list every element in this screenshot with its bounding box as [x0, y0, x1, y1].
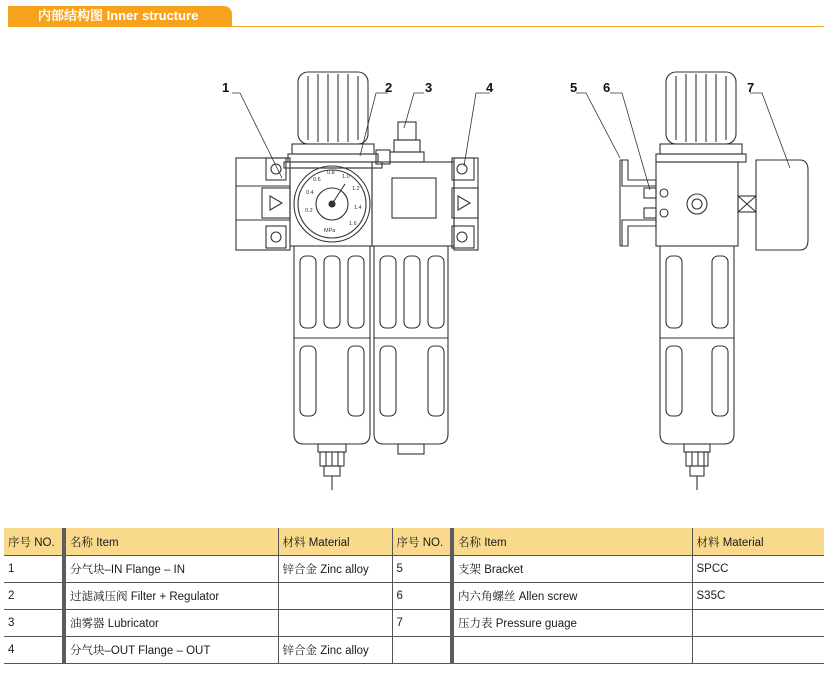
section-title: 内部结构图 Inner structure — [8, 6, 232, 26]
gauge-unit: MPa — [324, 228, 336, 234]
gauge-scale-3: 0.8 — [327, 170, 335, 176]
table-cell — [392, 637, 452, 664]
flange-out — [452, 158, 478, 250]
lubricator-bowl — [374, 246, 448, 454]
table-cell — [278, 583, 392, 610]
table-cell — [452, 637, 692, 664]
table-cell: 1 — [4, 556, 64, 583]
header-material-2: 材料 Material — [692, 528, 824, 556]
table-cell: 内六角螺丝 Allen screw — [452, 583, 692, 610]
side-pressure-gauge — [738, 160, 808, 250]
table-cell: 7 — [392, 610, 452, 637]
header-material: 材料 Material — [278, 528, 392, 556]
header-item: 名称 Item — [64, 528, 278, 556]
gauge-scale-5: 1.2 — [352, 186, 360, 192]
header-item-2: 名称 Item — [452, 528, 692, 556]
table-cell — [692, 637, 824, 664]
gauge-scale-2: 0.6 — [313, 177, 321, 183]
side-regulator-knob — [656, 72, 746, 162]
callout-4: 4 — [486, 80, 494, 95]
table-cell: 锌合金 Zinc alloy — [278, 637, 392, 664]
table-cell: 4 — [4, 637, 64, 664]
table-cell — [278, 610, 392, 637]
callout-2: 2 — [385, 80, 393, 95]
table-cell: 压力表 Pressure guage — [452, 610, 692, 637]
callout-3: 3 — [425, 80, 433, 95]
inner-structure-drawing — [0, 30, 830, 500]
filter-bowl — [294, 246, 370, 490]
callout-6: 6 — [603, 80, 611, 95]
table-row — [4, 637, 824, 664]
table-cell: 分气块–OUT Flange – OUT — [64, 637, 278, 664]
bracket — [620, 160, 656, 246]
title-underline — [8, 26, 824, 27]
table-cell: 6 — [392, 583, 452, 610]
parts-table-header — [4, 528, 824, 556]
table-cell: SPCC — [692, 556, 824, 583]
table-row — [4, 583, 824, 610]
callout-1: 1 — [222, 80, 230, 95]
callout-5: 5 — [570, 80, 578, 95]
table-cell — [692, 610, 824, 637]
header-no-2: 序号 NO. — [392, 528, 452, 556]
side-filter-bowl — [660, 246, 734, 490]
front-view-assembly — [236, 72, 478, 490]
table-cell: 锌合金 Zinc alloy — [278, 556, 392, 583]
gauge-scale-1: 0.4 — [306, 190, 314, 196]
gauge-scale-0: 0.2 — [305, 208, 313, 214]
table-row — [4, 556, 824, 583]
table-cell: 分气块–IN Flange – IN — [64, 556, 278, 583]
gauge-scale-4: 1.0 — [342, 174, 350, 180]
table-cell: S35C — [692, 583, 824, 610]
table-cell: 5 — [392, 556, 452, 583]
parts-table — [4, 528, 824, 664]
pressure-gauge — [294, 166, 370, 242]
header-no: 序号 NO. — [4, 528, 64, 556]
table-cell: 3 — [4, 610, 64, 637]
table-cell: 过滤减压阀 Filter + Regulator — [64, 583, 278, 610]
table-cell: 油雾器 Lubricator — [64, 610, 278, 637]
lubricator-cap — [390, 122, 424, 162]
flange-in — [236, 158, 290, 250]
side-view-assembly — [620, 72, 808, 490]
table-cell: 2 — [4, 583, 64, 610]
callout-7: 7 — [747, 80, 755, 95]
table-cell: 支架 Bracket — [452, 556, 692, 583]
table-row — [4, 610, 824, 637]
gauge-scale-6: 1.4 — [354, 205, 362, 211]
regulator-knob — [288, 72, 378, 162]
gauge-scale-7: 1.6 — [349, 221, 357, 227]
